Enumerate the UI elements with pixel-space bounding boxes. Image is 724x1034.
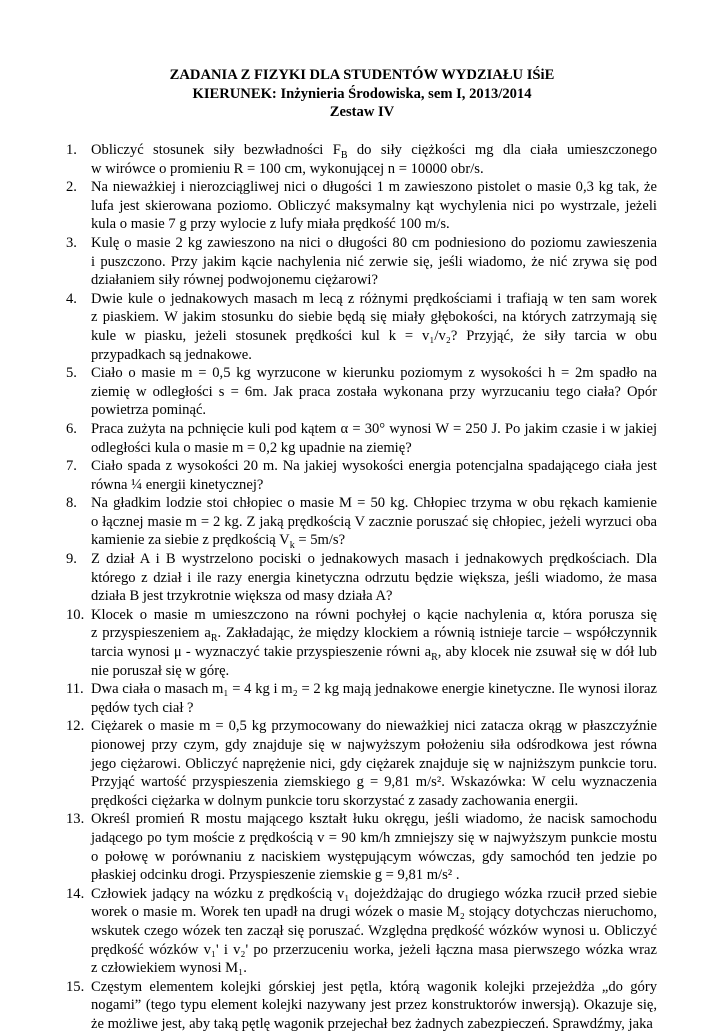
- problem-item: [0, 494, 724, 550]
- problem-number: 2.: [66, 179, 77, 196]
- problem-line: z piaskiem. W jakim stosunku do siebie będą się miały głębokości, na których zatrzymają się: [91, 309, 657, 326]
- document-title: ZADANIA Z FIZYKI DLA STUDENTÓW WYDZIAŁU IŚiE: [169, 67, 555, 83]
- problem-line: Ciało o masie m = 0,5 kg wyrzucone w kierunku poziomym z wysokości h = 2m spadło na: [91, 365, 657, 382]
- problem-line: wskutek czego wózek ten zaczął się poruszać. Względna prędkość wózków wynosi u. Obliczyć: [91, 922, 657, 939]
- problem-line: Określ promień R mostu mającego kształt łuku okręgu, jeśli wiadomo, że nacisk samochodu: [91, 811, 657, 828]
- problem-number: 9.: [66, 551, 77, 568]
- problem-list: [0, 141, 724, 1034]
- problem-line: nogami” (tego typu element kolejki nazywany jest przez konstruktorów inwersją). Okazuje się,: [91, 997, 657, 1014]
- problem-number: 3.: [66, 234, 77, 251]
- problem-number: 1.: [66, 142, 77, 158]
- problem-line: nie poruszał się w górę.: [91, 662, 230, 679]
- problem-line: pionowej przy czym, gdy znajduje się w najwyższym położeniu siła odśrodkowa jest równa: [91, 737, 657, 753]
- problem-number: 4.: [66, 290, 77, 307]
- problem-item: [0, 457, 724, 494]
- problem-item: [0, 885, 724, 978]
- problem-line: powietrza pominąć.: [91, 402, 207, 419]
- problem-item: [0, 680, 724, 717]
- problem-text: [91, 141, 657, 178]
- problem-line: Klocek o masie m umieszczono na równi pochyłej o kącie nachylenia α, która porusza się: [91, 606, 657, 623]
- problem-text: [91, 290, 657, 364]
- problem-line: Człowiek jadący na wózku z prędkością v₁ dojeżdżając do drugiego wózka rzucił przed siebie: [91, 885, 657, 902]
- problem-line: Na nieważkiej i nierozciągliwej nici o długości 1 m zawieszono pistolet o masie 0,3 kg tak, że: [91, 179, 657, 196]
- problem-line: Częstym elementem kolejki górskiej jest pętla, którą wagonik kolejki przejeżdża „do góry: [91, 978, 657, 995]
- problem-line: z człowiekiem wynosi M₁.: [91, 960, 247, 977]
- problem-item: [0, 717, 724, 810]
- problem-line: przypadkach są jednakowe.: [91, 346, 252, 363]
- problem-item: [0, 234, 724, 290]
- problem-line: o łącznej masie m = 2 kg. Z jaką prędkością V zacznie poruszać się chłopiec, jeżeli wyrzuci oba: [91, 513, 657, 530]
- problem-number: 12.: [66, 718, 85, 735]
- problem-line: z przyspieszeniem $a_R$. Zakładając, że między klockiem a równią istnieje tarcie – współczynnik: [91, 625, 657, 645]
- problem-text: [91, 978, 657, 1034]
- problem-line: pędów tych ciał ?: [91, 699, 194, 716]
- problem-line: Przyjąć wartość przyspieszenia ziemskiego g = 9,81 m/s². Wskazówka: W celu wyznaczenia: [91, 774, 657, 791]
- problem-text: [91, 680, 657, 717]
- problem-line: Ciało spada z wysokości 20 m. Na jakiej wysokości energia potencjalna spadającego ciała jest: [91, 458, 657, 475]
- problem-text: [91, 178, 657, 234]
- problem-line: tarcia wynosi μ - wyznaczyć takie przyspieszenie równi $a_R$, aby klocek nie zsuwał się w dół lub: [91, 644, 657, 663]
- problem-text: [91, 494, 657, 550]
- problem-line: prędkości ciężarka w dolnym punkcie toru skorzystać z zasady zachowania energii.: [91, 792, 579, 809]
- problem-line: że możliwe jest, aby taką pętlę wagonik przejechał bez żadnych zabezpieczeń. Sprawdźmy, jaka: [91, 1015, 653, 1032]
- problem-number: 6.: [66, 420, 77, 437]
- problem-text: [91, 717, 657, 810]
- problem-number: 11.: [66, 681, 84, 698]
- problem-line: Z dział A i B wystrzelono pociski o jednakowych masach i jednakowych prędkościach. Dla: [91, 551, 657, 568]
- problem-line: którego z dział i ile razy energia kinetyczna odrzutu będzie większa, jeśli wiadomo, że masa: [91, 569, 657, 586]
- problem-number: 8.: [66, 495, 77, 512]
- document-subtitle: KIERUNEK: Inżynieria Środowiska, sem I, 2013/2014: [192, 85, 532, 102]
- problem-line: Ciężarek o masie m = 0,5 kg przymocowany do nieważkiej nici zatacza okrąg w płaszczyźnie: [91, 718, 657, 735]
- problem-number: 10.: [66, 606, 85, 623]
- problem-line: działaniem siły równej podwojonemu ciężarowi?: [91, 272, 378, 289]
- problem-line: jadącego po tym moście z prędkością v = 90 km/h zmniejszy się w najwyższym punkcie mostu: [91, 829, 657, 846]
- problem-line: kamienie za siebie z prędkością $V_k = 5m/s$?: [91, 532, 346, 552]
- problem-line: równa ¼ energii kinetycznej?: [91, 476, 264, 493]
- problem-number: 15.: [66, 978, 85, 995]
- problem-text: [91, 457, 657, 494]
- problem-number: 7.: [66, 458, 77, 475]
- problem-item: [0, 364, 724, 420]
- problem-line: kula o masie 7 g przy wylocie z lufy miała prędkość 100 m/s.: [91, 216, 450, 233]
- problem-number: 5.: [66, 365, 77, 382]
- problem-line: Dwa ciała o masach m₁ = 4 kg i m₂ = 2 kg mają jednakowe energie kinetyczne. Ile wynosi iloraz: [91, 681, 657, 698]
- problem-line: i puszczono. Przy jakim kącie nachylenia nić zerwie się, jeśli wiadomo, że nić zrywa się pod: [91, 253, 657, 270]
- problem-item: [0, 550, 724, 606]
- problem-line: w wirówce o promieniu R = 100 cm, wykonującej n = 10000 obr/s.: [91, 160, 484, 177]
- problem-line: Na gładkim lodzie stoi chłopiec o masie M = 50 kg. Chłopiec trzyma w obu rękach kamienie: [91, 495, 657, 512]
- problem-text: [91, 810, 657, 884]
- problem-text: [91, 234, 657, 290]
- problem-line: Praca zużyta na pchnięcie kuli pod kątem α = 30° wynosi W = 250 J. Po jakim czasie i w jakiej: [91, 420, 657, 437]
- problem-line: prędkość wózków v₁' i v₂' po przerzuceniu worka, jeżeli łączna masa pierwszego wózka wraz: [91, 941, 657, 958]
- problem-line: o połowę w porównaniu z naciskiem występującym wówczas, gdy samochód ten jedzie po: [91, 848, 657, 865]
- problem-item: [0, 810, 724, 884]
- problem-item: [0, 606, 724, 680]
- problem-line: Dwie kule o jednakowych masach m lecą z różnymi prędkościami i trafiają w ten sam worek: [91, 290, 657, 307]
- problem-item: [0, 978, 724, 1034]
- document-header: [0, 66, 724, 122]
- problem-number: 14.: [66, 885, 85, 902]
- problem-item: [0, 141, 724, 178]
- problem-line: Obliczyć stosunek siły bezwładności $F_B$ do siły ciężkości mg dla ciała umieszczonego: [91, 142, 657, 161]
- problem-number: 13.: [66, 811, 85, 828]
- problem-text: [91, 420, 657, 457]
- problem-line: Kulę o masie 2 kg zawieszono na nici o długości 80 cm podniesiono do poziomu zawieszenia: [91, 234, 657, 251]
- problem-line: kule w piasku, jeżeli stosunek prędkości kul k = v₁/v₂? Przyjąć, że siły tarcia w obu: [91, 327, 657, 344]
- problem-item: [0, 178, 724, 234]
- problem-line: jego ciężarowi. Obliczyć naprężenie nici, gdy ciężarek znajduje się w najniższym punkcie toru.: [91, 755, 657, 772]
- problem-text: [91, 364, 657, 420]
- problem-item: [0, 290, 724, 364]
- problem-text: [91, 885, 657, 978]
- problem-text: [91, 550, 657, 606]
- problem-line: działa B jest trzykrotnie większa od masy działa A?: [91, 588, 393, 605]
- problem-line: odległości kula o masie m = 0,2 kg upadnie na ziemię?: [91, 439, 412, 456]
- problem-line: płaskiej odcinku drogi. Przyspieszenie ziemskie g = 9,81 m/s² .: [91, 867, 460, 884]
- problem-text: [91, 606, 657, 680]
- problem-line: worek o masie m. Worek ten upadł na drugi wózek o masie M₂ stojący dotychczas nieruchomo,: [91, 904, 657, 921]
- problem-line: lufa jest skierowana poziomo. Obliczyć maksymalny kąt wychylenia nici po wystrzale, jeżeli: [91, 197, 657, 214]
- problem-line: ziemię w odległości s = 6m. Jak praca została wykonana przy wyrzucaniu tego ciała? Opór: [91, 383, 657, 400]
- problem-item: [0, 420, 724, 457]
- problem-set-label: Zestaw IV: [329, 104, 395, 121]
